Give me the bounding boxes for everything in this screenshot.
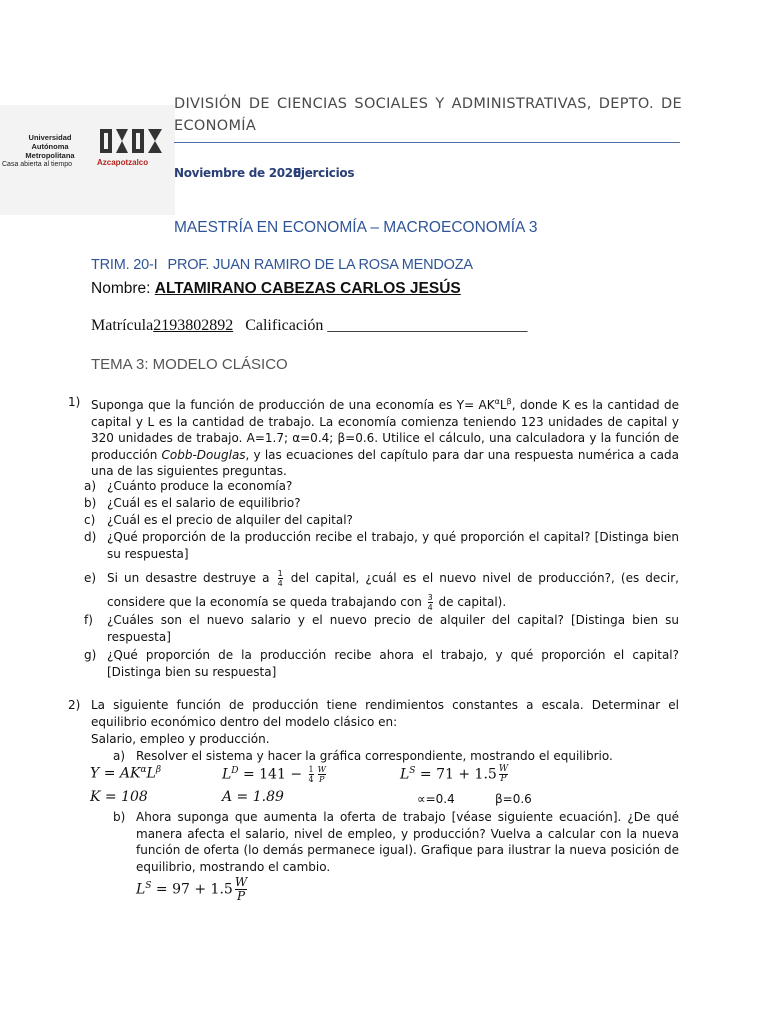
item-e-part-a: Si un desastre destruye a [107, 571, 270, 585]
item-text: Resolver el sistema y hacer la gráfica correspondiente, mostrando el equilibrio. [136, 749, 613, 763]
eq-y-alpha: α [140, 765, 147, 775]
calificacion-label: Calificación [245, 317, 324, 334]
item-text: ¿Qué proporción de la producción recibe el trabajo, y qué proporción el capital? [Distinga bien su respuesta] [107, 530, 679, 561]
equation-beta: β=0.6 [495, 792, 532, 806]
item-e-part-c: de capital). [438, 595, 507, 609]
item-text: ¿Cuáles son el nuevo salario y el nuevo precio de alquiler del capital? [Distinga bien su respuesta] [107, 613, 679, 644]
equation-alpha: ∝=0.4 [417, 792, 455, 806]
nombre-label: Nombre: [91, 280, 151, 297]
professor-name: PROF. JUAN RAMIRO DE LA ROSA MENDOZA [167, 257, 473, 273]
student-name: ALTAMIRANO CABEZAS CARLOS JESÚS [154, 280, 461, 297]
q1-italic-term: Cobb-Douglas [161, 447, 246, 462]
frac-num: W [317, 765, 326, 774]
frac-den: P [500, 774, 507, 784]
trim-label: TRIM. 20-I [91, 257, 158, 273]
eq-ls2-sup: S [145, 880, 152, 891]
q1-intro-part-d: , y las ecuaciones del capítulo para dar una respuesta numérica a cada una de las siguientes preguntas. [91, 447, 679, 478]
q1-item-a [84, 478, 293, 495]
fraction-three-quarters [428, 593, 433, 612]
document-type-label: Ejercicios [293, 166, 355, 180]
logo-line-1: Universidad [28, 133, 72, 142]
item-label: g) [84, 648, 97, 662]
logo-text [4, 133, 96, 169]
q1-intro-part-b: L [499, 398, 507, 412]
q1-item-c [84, 512, 353, 529]
item-label: c) [84, 513, 96, 527]
item-label: a) [84, 479, 97, 493]
frac-num: 1 [308, 765, 314, 774]
fraction-one-quarter [278, 569, 283, 588]
frac-num: W [234, 875, 248, 889]
item-text: ¿Cuál es el salario de equilibrio? [107, 496, 301, 510]
frac-den: 4 [308, 775, 314, 784]
equation-a: A = 1.89 [222, 789, 284, 805]
frac-den: P [319, 775, 325, 784]
item-label: f) [84, 613, 93, 627]
q2-number: 2) [68, 698, 81, 712]
matricula-line [91, 317, 527, 335]
division-title: DIVISIÓN DE CIENCIAS SOCIALES Y ADMINISTRATIVAS, DEPTO. DE ECONOMÍA [174, 96, 682, 134]
student-name-line [91, 280, 461, 298]
q2-intro: La siguiente función de producción tiene rendimientos constantes a escala. Determinar el equilibrio económico dentro del modelo clásico en: [91, 698, 679, 729]
q1-intro-part-c: , donde K es la cantidad de capital y L es la cantidad de trabajo. La economía comienza teniendo 123 unidades de capital y 320 unidades de trabajo. A=1.7; α=0.4; β=0.6. Utilice el cálculo, una calculadora y la función de producción [91, 398, 679, 462]
calificacion-blank: _________________________ [327, 317, 528, 334]
eq-ls-sup: S [409, 765, 416, 776]
frac-num: 3 [427, 593, 433, 602]
eq-ls2: L [136, 881, 146, 898]
eq-y-l: L [146, 765, 156, 782]
q1-intro [91, 394, 679, 480]
item-text: Ahora suponga que aumenta la oferta de trabajo [véase siguiente ecuación]. ¿De qué manera afecta el salario, nivel de empleo, y producción? Vuelva a calcular con la nueva función de oferta (lo demás permanece igual). Grafique para ilustrar la nueva posición de equilibrio, mostrando el cambio. [136, 810, 679, 874]
eq-ld-frac [309, 765, 314, 784]
q1-item-d [84, 529, 679, 561]
frac-num: W [498, 764, 509, 774]
item-text: ¿Cuánto produce la economía? [107, 479, 293, 493]
q1-sup-beta: β [506, 397, 512, 406]
logo-tagline: Casa abierta al tiempo [2, 161, 73, 168]
item-label: d) [84, 530, 97, 544]
item-label: a) [113, 749, 126, 763]
item-label: e) [84, 571, 97, 585]
logo-line-2: Autónoma [31, 142, 69, 151]
item-label: b) [84, 496, 97, 510]
matricula-label: Matrícula [91, 317, 154, 334]
frac-den: P [235, 889, 247, 903]
eq-ls2-rhs: = 97 + 1.5 [155, 881, 233, 898]
item-text: ¿Cuál es el precio de alquiler del capital? [107, 513, 353, 527]
q1-item-b [84, 495, 301, 512]
frac-num: 1 [277, 569, 283, 578]
eq-ld-rhs: = 141 − [242, 766, 303, 783]
course-title: MAESTRÍA EN ECONOMÍA – MACROECONOMÍA 3 [174, 219, 538, 236]
eq-y-beta: β [155, 765, 162, 775]
q2-subline: Salario, empleo y producción. [91, 732, 270, 746]
header-divider [174, 142, 680, 143]
eq-ls-rhs: = 71 + 1.5 [419, 766, 497, 783]
q1-item-g [84, 647, 679, 679]
eq-ls-wp [499, 765, 508, 784]
eq-ls: L [400, 766, 410, 783]
q2-item-b [113, 809, 679, 874]
date-label: Noviembre de 2020 [174, 166, 301, 180]
logo-line-3: Metropolitana [25, 151, 75, 160]
uam-mark-icon [98, 127, 164, 157]
q1-number: 1) [68, 395, 81, 409]
equation-capital: K = 108 [90, 789, 148, 805]
matricula-value: 2193802892 [153, 317, 234, 334]
q1-item-f [84, 612, 679, 644]
university-logo [0, 105, 175, 215]
q1-sup-alpha: α [494, 397, 500, 406]
eq-ld-wp [318, 765, 326, 784]
eq-ld: L [222, 766, 232, 783]
eq-y: Y = AK [90, 765, 141, 782]
eq-ls2-wp [235, 876, 247, 903]
q1-intro-part-a: Suponga que la función de producción de una economía es Y= AK [91, 398, 495, 412]
equation-production [90, 765, 161, 782]
equation-labor-supply [400, 765, 510, 784]
item-e-part-b: del capital, ¿cuál es el nuevo nivel de producción?, (es decir, considere que la economía se queda trabajando con [107, 571, 679, 609]
equation-new-labor-supply [136, 876, 249, 903]
trim-line [91, 257, 473, 273]
equation-labor-demand [222, 765, 328, 784]
eq-ld-sup: D [231, 765, 239, 776]
q1-item-e [84, 566, 679, 612]
logo-campus: Azcapotzalco [97, 158, 149, 167]
topic-title: TEMA 3: MODELO CLÁSICO [91, 356, 288, 373]
item-label: b) [113, 810, 126, 824]
frac-den: 4 [277, 579, 283, 588]
item-text [107, 566, 679, 614]
q2-item-a [113, 748, 613, 765]
frac-den: 4 [427, 603, 433, 612]
item-text: ¿Qué proporción de la producción recibe ahora el trabajo, y qué proporción el capital? [Distinga bien su respuesta] [107, 648, 679, 679]
